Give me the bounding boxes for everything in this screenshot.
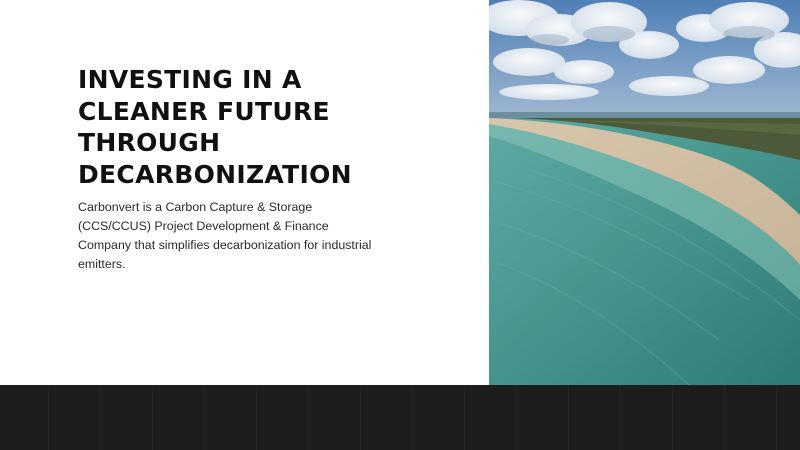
grid-line: [256, 385, 257, 450]
grid-line: [48, 385, 49, 450]
grid-line: [516, 385, 517, 450]
grid-line: [776, 385, 777, 450]
headline-line-4: DECARBONIZATION: [78, 159, 352, 189]
grid-line: [568, 385, 569, 450]
grid-line: [152, 385, 153, 450]
headline-line-3: THROUGH: [78, 128, 221, 157]
footer-strip: [0, 385, 800, 450]
grid-line: [204, 385, 205, 450]
grid-line: [412, 385, 413, 450]
hero-headline: [78, 64, 418, 190]
grid-line: [724, 385, 725, 450]
grid-line: [672, 385, 673, 450]
grid-line: [360, 385, 361, 450]
grid-line: [308, 385, 309, 450]
hero-description: Carbonvert is a Carbon Capture & Storage (CCS/CCUS) Project Development & Finance Company that simplifies decarbonization for industrial emitters.: [78, 200, 372, 271]
grid-line: [620, 385, 621, 450]
grid-line: [100, 385, 101, 450]
aerial-coastline-image: [489, 0, 800, 385]
hero-text-block: [78, 64, 418, 274]
headline-line-2: CLEANER FUTURE: [78, 96, 330, 126]
headline-line-1: INVESTING IN A: [78, 65, 302, 94]
grid-line: [464, 385, 465, 450]
